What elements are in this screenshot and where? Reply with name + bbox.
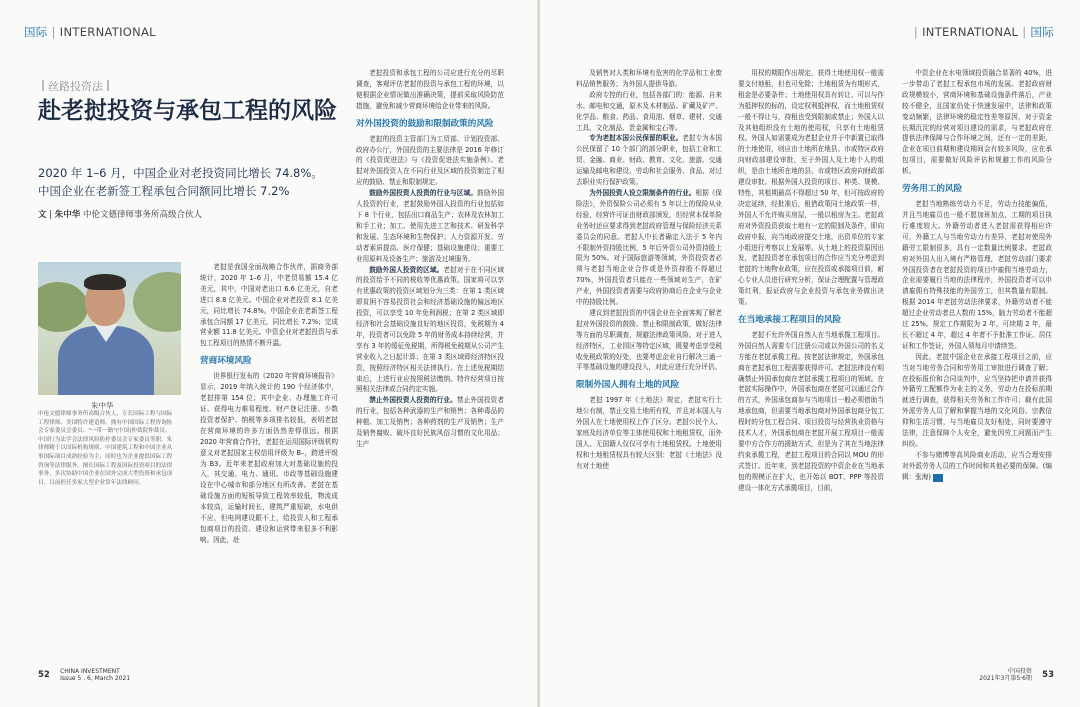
- section-cn-right: 国际: [1030, 25, 1054, 39]
- page-number-left: 52: [38, 670, 50, 680]
- col2-heading-1: 对外国投资的鼓励和限制政策的风险: [356, 118, 494, 129]
- col2-para-3: 鼓励外国人投资的行业，老挝鼓励外国人投资的行业包括如下 8 个行业，包括出口商品生产；农林及农林加工和手工业；加工、使用先进工艺和技术、研发科学和发展、生态环境和生物保护；人力资源开发、劳动者素质提高、医疗保健；基础设施建设；重要工业用原料及设备生产；旅游及过境服务。: [356, 189, 504, 263]
- footer-issue-cn: 2021年3月第5·6期: [979, 675, 1032, 682]
- kicker: [38, 78, 113, 94]
- column-2: [356, 68, 504, 658]
- col3-lead-3: 专为老挝本国公民保留的职业。: [589, 134, 683, 143]
- footer-issue-en: Issue 5 . 6, March 2021: [60, 675, 131, 682]
- column-1: [200, 262, 338, 657]
- article-dek: [38, 164, 358, 200]
- col3-para-1: 及销售对人类和环境有危害的化学品和工业废料品销售服务；为外国人提供导游。: [576, 69, 722, 88]
- footer-mag-en: CHINA INVESTMENT: [60, 668, 120, 675]
- left-page: [0, 0, 538, 707]
- byline: 文 | 朱中华 中伦文德律师事务所高级合伙人: [38, 210, 203, 220]
- column-3: [576, 68, 722, 658]
- col5-para-3: 因此，老挝中国企业在承接工程项目之前，应当对当地劳务合同和劳务用工审批进行调查了解；在投标报价和合同谈判中，应当坚持把申请并获得外籍劳工配额作为业主的义务，劳动力在投标前期就进行调查，获得相关劳务和工作许可；载有此国外派劳务人员了解和掌握当地的文化风俗、宗教信仰和生活习惯，与当地雇员友好相处，同时要遵守法律，注意保障个人安全，避免因劳工问题而产生纠纷。: [902, 352, 1052, 448]
- footer-mag-cn: 中国投资: [1007, 668, 1032, 675]
- col2-para-1: 老挝投资和承包工程的公司应进行充分的尽职调查，客观评估老挝的投资与承包工程的环境，以便根据企业情况做出准确决策，提前采取风险防范措施，避免和减少营商环境给企业带来的风险。: [356, 69, 504, 110]
- article-title: 赴老挝投资与承包工程的风险: [38, 97, 337, 124]
- dek-line-2: 中国企业在老新签工程承包合同额同比增长 7.2%: [38, 184, 290, 198]
- col3-para-6: 老挝 1997 年《土地法》规定，老挝实行土地公有制，禁止交易土地所有权，并且对本国人与外国人在土地使用权上作了区分。老挝公民个人、家庭及经济单位等主体使用权和土地租赁权，而外国人、无国籍人仅仅可享有土地租赁权。土地使用权和土地租赁权具有较大区别：老挝《土地法》没有对土地使: [576, 396, 722, 470]
- column-4: [738, 68, 884, 658]
- footer-left: [38, 668, 130, 682]
- col4-para-2: 老挝不允许外国自然人在当地承揽工程项目。外国自然人需要专门注册公司或以外国公司的名义方能在老挝承揽工程。按老挝法律规定，外国承包商在老挝承包工程需要获得许可。老挝法律没有明确禁止外国承包商在老挝承揽工程项目的领域。在老挝实际操作中，外国承包商在老挝可以通过合作的方式，外国承包商参与当地项目一般必须借助当地承包商，但需要当地承包商对外国承包商分包工程时的分包工程合同、项目投资与经营执业资格与技术人才，外国承包商在老挝开展工程项目一般需要中方合作方的援助方式，但是为了其在当地法律约束承揽工程，老挝工程项目的合同以 MOU 的形式签订。近年来，到老挝投资的中资企业在当地承包的规模正在扩大，也开始以 BOT、PPP 等投资建设一体化方式承揽项目，目前，: [738, 330, 884, 492]
- section-cn: 国际: [24, 25, 48, 39]
- col2-para-4: 老挝对于在不同区域的投资给予不同的税收等优惠政策。国家将可以享有优惠政策的投资区域划分为三类：在第 1 类区域即贫困不容易投资社会和经济基础设施的偏远地区投资，可以享受 10 年免利润税；在第 2 类区域即经济和社会基础设施良好的地区投资，免税期为 4 年，投资者可以免除 5 年的财务成本持续经营，并享有 3 年的缓征免税期，所得税免税期从公司产生营业收入之日起计算；在第 3 类区域即经济特区投资，按照经济特区相关法律执行。在上述免税期结束后，上述行业应按照税法缴纳。特许经营项目按照相关法律或合同约定实施。: [356, 265, 504, 394]
- page-number-right: 53: [1042, 670, 1054, 680]
- col4-heading-1: 在当地承接工程项目的风险: [738, 314, 842, 325]
- dek-line-1: 2020 年 1–6 月，中国企业对老投资同比增长 74.8%。: [38, 166, 323, 180]
- col3-para-2: 政府专控的行业，包括各部门的：能源、自来水、邮电和交通，原木及木材制品、矿藏及矿产、化学品、粮食、药品、食用油、烟草、建材、交通工具、文化制品、贵金属和宝石等。: [576, 90, 722, 132]
- author-photo: [38, 262, 181, 395]
- right-page: [540, 0, 1080, 707]
- author-bio: 中伦文德律师事务所高级合伙人，专长国际工程与国际工程律师、美国特许建造师。拥有中国国际工程咨询协会专家委员会委员、"一带一路"(中国)仲裁院仲裁员、中国行为法学会法律风险防控委员会专家委员等职。朱律师精于以国际机构规则、中国建筑工程和中国企业从事国际项目成熟经验为主，同时也为企业提供国际工程咨询等法律服务。擅长国际工程及国际投资项目的法律事务，多次协助中国企业在国外完成大型投资和承包项目，目前担任多家大型企业常年法律顾问。: [38, 411, 173, 486]
- end-mark: IC: [933, 474, 943, 482]
- col2-lead-3: 鼓励外国投资人投资的行业与区域。: [369, 189, 478, 198]
- col1-para-1: 老挝是我国全面战略合作伙伴，据商务部统计，2020 年 1–6 月，中老贸易额 15.4 亿美元，其中，中国对老出口 6.6 亿美元，自老进口 8.8 亿美元。中国企业对老投资 8.1 亿美元，同比增长 74.8%。中国企业在老新签工程承包合同额 17 亿美元，同比增长 7.2%；完成营业额 11.8 亿美元。中资企业对老挝投资与承包工程项目的热情不断升温。: [200, 263, 338, 348]
- col2-lead-5: 禁止外国投资人投资的行业。: [369, 396, 457, 405]
- byline-author: 朱中华: [54, 210, 81, 220]
- col3-lead-4: 为外国投资人设立限制条件的行业。: [589, 188, 696, 197]
- section-en-right: INTERNATIONAL: [922, 25, 1019, 39]
- col5-para-4: 不参与赌博等高风险商业活动，应当合理安排对外派劳务人员的工作时间和其他必要的保障。(编辑：张海): [902, 450, 1052, 481]
- col5-para-1: 中资企业在水电领域投资融合显著的 40%，进一步带动了老挝工程承包市场的发展。老挝政府财政规模较小，营商环境和基础设施条件落后，产业较不健全，且国家仍处于快速发展中，法律和政策变动频繁，法律环境的稳定性差等原因，对于资金长期沉淀的经营对项目建设的需求，与老挝政府在提供法律保障与合作环境之间，还有一定的差距，企业在项目前期和建设期间会有较多风险，应在承包项目，需要做好风险评估和规避工作的风险分析。: [902, 69, 1052, 176]
- col2-lead-4: 鼓励外国人投资的区域。: [369, 265, 444, 274]
- col3-para-5: 建议到老挝投资的中国企业在全面客观了解老挝对外国投资的鼓励、禁止和限制政策，做好法律等方面的尽职调查，规避法律政策风险。对于进入经济特区，工业园区等特定区域，既要考虑享受税收免税政策的好处，也要考虑企业自行解决三通一平等基础设施的建设投入，对此应进行充分评估。: [576, 308, 722, 372]
- section-header-right: | INTERNATIONAL | 国际: [913, 25, 1054, 39]
- col5-heading-1: 劳务用工的风险: [902, 184, 963, 195]
- kicker-text: 丝路投资法: [48, 80, 103, 93]
- photo-caption-name: 朱中华: [91, 401, 114, 410]
- col3-heading-1: 限制外国人拥有土地的风险: [576, 380, 680, 391]
- col3-para-3: 老挝专为本国公民保留了 10 个部门的部分职业，包括工业和工贸、金融、商业、财政、教育、文化、旅游、交通运输及邮电和建设、劳动和社会服务、食品、对过去职业实行保护政策。: [576, 134, 722, 187]
- col2-para-2: 老挝的投资主管部门为工贸部、计划投资部、政府办公厅，外国投资的主要法律是 2016 年修订的《投资促进法》与《投资促进法实施条例》。老挝对外国投资人在不同行业及区域的投资制定了相应的鼓励、禁止和限制规定。: [356, 134, 504, 187]
- footer-right: [979, 668, 1054, 682]
- col3-para-4: 根据《保险法》，外资保险公司必须有 5 年以上的保险从业经验，经营许可证由财政部颁发，但经营本保单险业务时还应要求得到老挝政府管理与保险经济关系委员会的同意。老挝人中长者确定入法于 5 年内不限制外资持股比例，5 年后外资公司外资持股上限为 50%。对于国际旅游等领域，外资投资者必须与老挝当地企业合作或是外资持股不得超过 70%，外国投资者只能在一些领域对生产，在矿产业，外国投资者需要与政府协商后在企业与企业中的持股比例。: [576, 188, 722, 307]
- section-header-left: 国际 | INTERNATIONAL: [24, 25, 156, 39]
- col2-para-5: 禁止外国投资者的行业，包括各种武器的生产和销售；各种毒品的种植、加工及销售；各种药剂的生产及销售；生产及销售腐败、破坏良好民族风俗习惯的文化用品；生产: [356, 396, 504, 448]
- byline-role: 中伦文德律师事务所高级合伙人: [83, 210, 203, 220]
- col4-para-1: 用权的期限作出规定，获得土地使用权一般需要支付地租，但也可免除；土地租赁为有期形式，租金是必要条件；土地使用权具有转让、可以与作为抵押权的标的，设定权利抵押权，而土地租赁权一般不得让与，持租也受到限制或禁止；外国人以及其他组织没有土地的使用权，只享有土地租赁权。外国人如需要成为老挝企业并于中新置已取得的土地使用，则应由土地所在地县、市或特区政府向财政部建设审批，至于外国人及土地个人的组织，是由土地所在地的县、市或特区政府向财政部建设审批。根据外国人投资的项目、种类、规模、特性，其租期最高不得超过 50 年，但可按政府的决定延续，经批准后，租借政策同土地政策一样，外国人不允许购买房屋，一般以租房为主。老挝政府对外资投资获取土地有一定的限制及条件，即向政府申报，向当地政府提交土地，出资单位的专家小组进行考察以上发展等。从土地上的投资原因出发，老挝投资者在承包项目的合作应当充分考虑到老挝的土地物业政策，应在投资或承接项目前，耐心专业人员进行研究分析，保证合理配置与管理政策红利，报证政府与企业投资与承包业务做出决策。: [738, 69, 884, 307]
- column-5: [902, 68, 1052, 658]
- col1-heading-1: 营商环境风险: [200, 356, 252, 367]
- col1-para-2: 世界银行发布的《2020 年营商环境报告》显示，2019 年纳入统计的 190 个经济体中，老挝排第 154 位；其中企业、办理施工许可证、获得电力难易程度、财产登记注册、少数投资者保护、纳税等多项排名较低，表明老挝在营商环境的许多方面仍然差得很远。根据 2020 年营商合作社，老挝在运用国际评级机构意义对老挝国家主权信用评级为 B–，跨进评级为 B3。近年来老挝政府加大对基础设施的投入，其交通、电力、通讯、市政等基础设施建设在中心城市和部分地区有所改善。老挝在基础设施方面的短板导致工程效率较低，物流成本较高，运输时间长，建筑严重短缺，水电供不应，但电网建设跟不上，给投资人和工程承包商项目的投资、建设和运营带来很多不利影响。因此，赴: [200, 372, 338, 544]
- byline-prefix: 文: [38, 210, 47, 220]
- section-en: INTERNATIONAL: [59, 25, 156, 39]
- col5-para-2: 老挝当地熟练劳动力不足，劳动力技能偏低，并且当地雇员也一般不愿加班加点，工期的项目执行难度较大。外籍劳动者进入老挝需获得相应许可，外籍工人与当地劳动力有差异，老挝对使用外籍劳工限制很多，具有一定数量比例要求。老挝政府对外国人出入境有严格管理，老挝劳动部门要求外国投资者在老挝投资的项目中雇佣当地劳动力，企业需要履行当地的法律程序，外国投资者可以申请雇佣有特殊技能的外国劳工，但其数量有限制。根据 2014 年老挝劳动法律要求，外籍劳动者不能超过企业劳动者总人数的 15%，脑力劳动者不能超过 25%。规定工作期限为 2 年，可续期 2 年，最长不超过 4 年，超过 4 年者不予批准工作证。居住证和工作签证，外国人须每月申请续签。: [902, 200, 1052, 350]
